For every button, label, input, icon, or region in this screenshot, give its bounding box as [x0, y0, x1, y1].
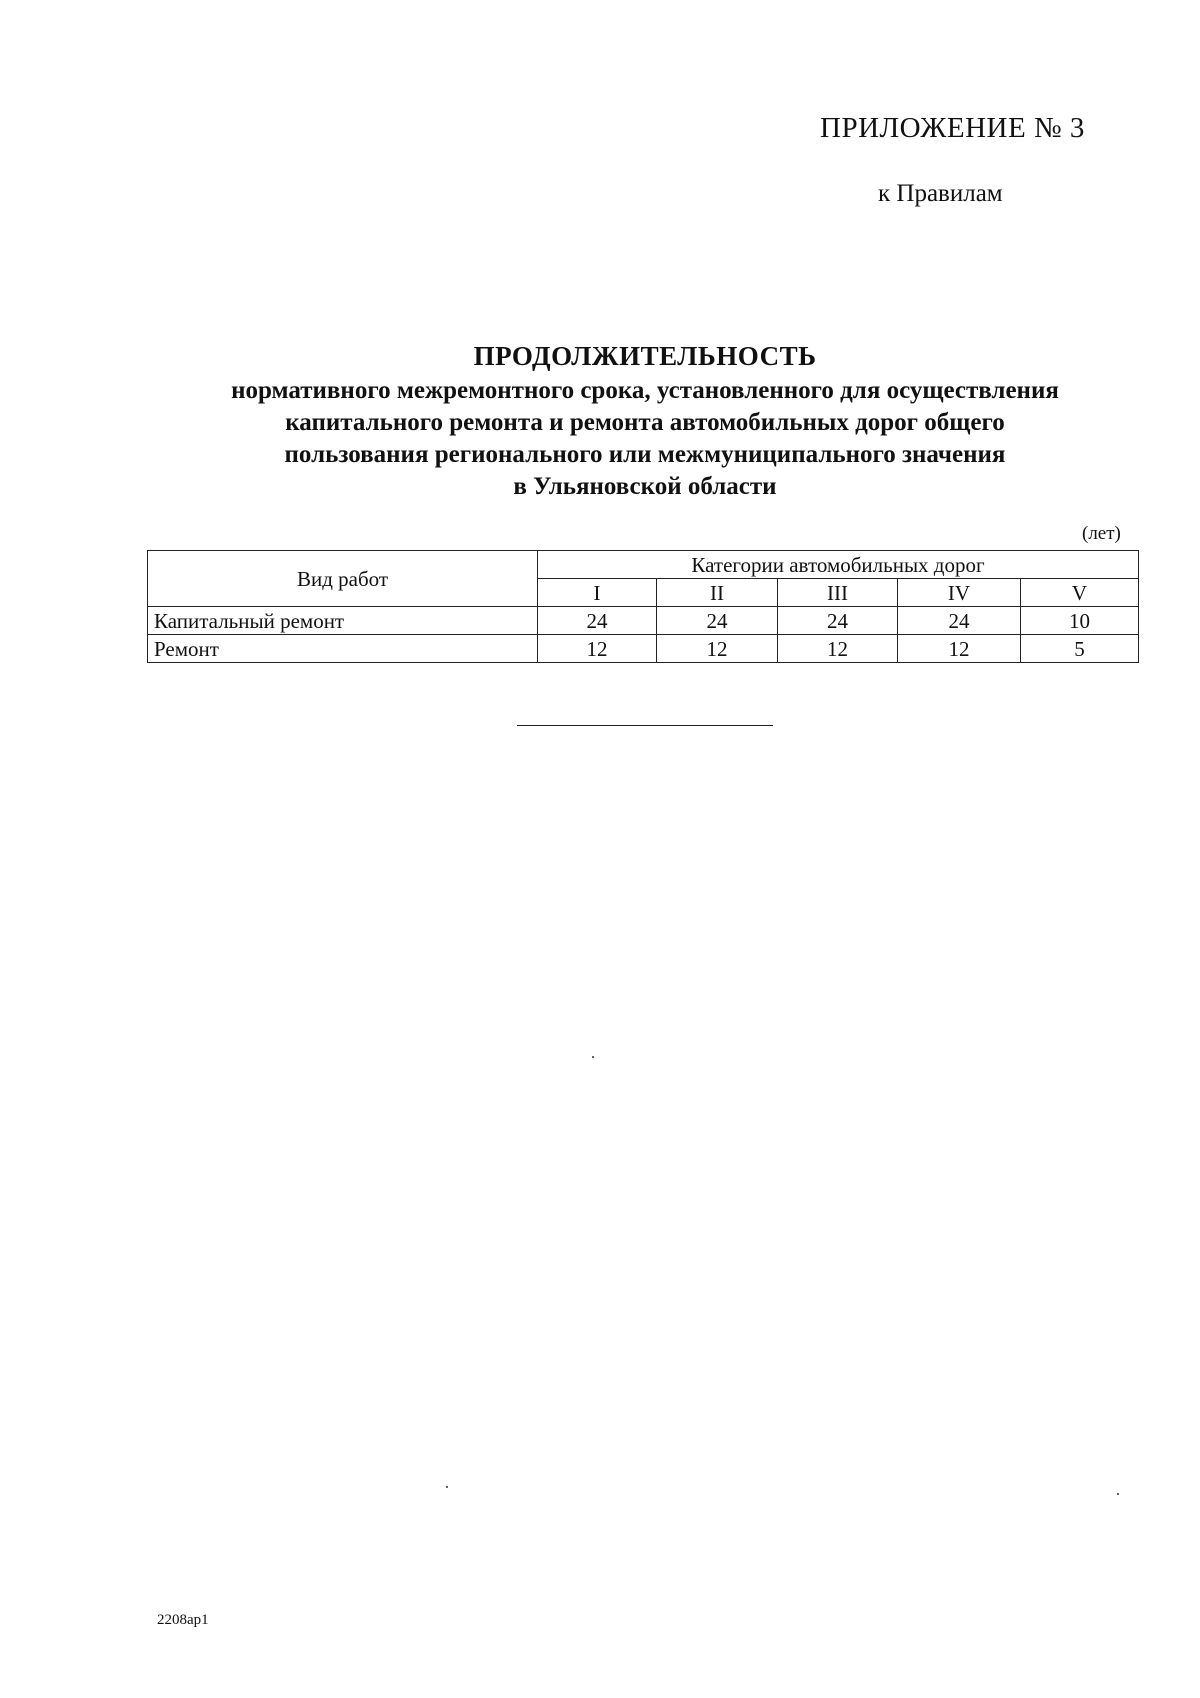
- heading-line: в Ульяновской области: [513, 473, 777, 500]
- table-header-row: [148, 551, 1139, 579]
- annex-title: ПРИЛОЖЕНИЕ № 3: [820, 112, 1085, 144]
- heading-line: пользования регионального или межмуниципального значения: [284, 441, 1006, 468]
- units-label: (лет): [1082, 523, 1121, 544]
- table-cell: 12: [898, 635, 1021, 663]
- heading-main: ПРОДОЛЖИТЕЛЬНОСТЬ: [473, 341, 817, 371]
- scan-speck: [592, 1056, 594, 1058]
- norms-table: [147, 550, 1139, 663]
- table-cell: 24: [538, 607, 657, 635]
- table-cell: 5: [1021, 635, 1139, 663]
- table-cell: 10: [1021, 607, 1139, 635]
- category-header: V: [1021, 579, 1139, 607]
- table-row: [148, 635, 1139, 663]
- header-work-type: Вид работ: [148, 551, 538, 607]
- category-header: III: [778, 579, 898, 607]
- category-header: I: [538, 579, 657, 607]
- row-label: Капитальный ремонт: [148, 607, 538, 635]
- table-cell: 24: [778, 607, 898, 635]
- scan-speck: [1117, 1493, 1119, 1495]
- scan-speck: [446, 1486, 448, 1488]
- category-header: II: [657, 579, 778, 607]
- table-cell: 12: [778, 635, 898, 663]
- row-label: Ремонт: [148, 635, 538, 663]
- heading-line: капитального ремонта и ремонта автомобильных дорог общего: [285, 409, 1005, 436]
- header-road-categories: Категории автомобильных дорог: [538, 551, 1139, 579]
- table-cell: 24: [898, 607, 1021, 635]
- end-rule: [517, 725, 773, 726]
- table-cell: 12: [538, 635, 657, 663]
- document-code: 2208ар1: [157, 1612, 209, 1628]
- heading-line: нормативного межремонтного срока, установленного для осуществления: [231, 377, 1059, 404]
- table-cell: 24: [657, 607, 778, 635]
- annex-subtitle: к Правилам: [878, 180, 1003, 207]
- table-row: [148, 607, 1139, 635]
- category-header: IV: [898, 579, 1021, 607]
- document-heading: [80, 338, 1200, 503]
- table-cell: 12: [657, 635, 778, 663]
